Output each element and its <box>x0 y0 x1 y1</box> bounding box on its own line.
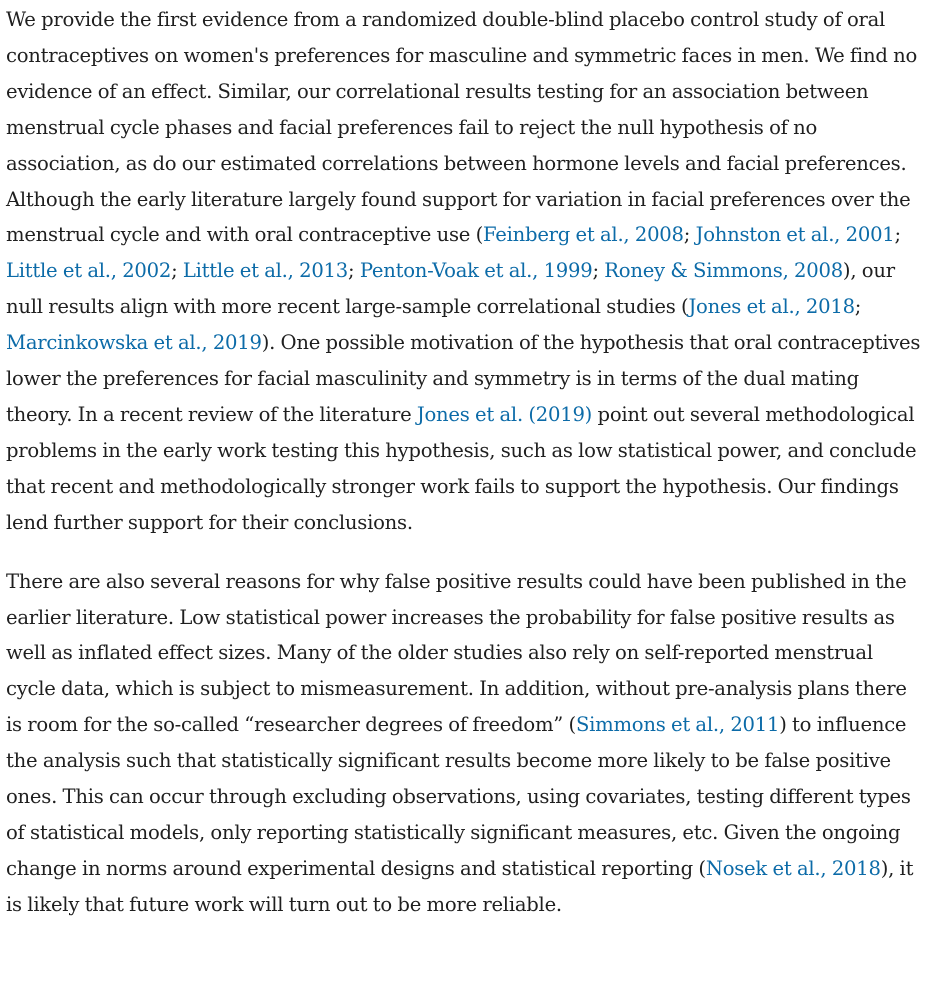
citation-separator: ; <box>347 259 360 283</box>
paragraph-text: ), our null results align with more recent large-sample correlational studies ( <box>6 259 895 319</box>
citation-link-little-2002[interactable]: Little et al., 2002 <box>6 259 172 283</box>
paragraph-text: We provide the first evidence from a randomized double-blind placebo control study of oral contraceptives on women's preferences for masculine and symmetric faces in men. We find no evidence of an effect. Similar, our correlational results testing for an association between menstrual cycle phases and facial preferences fail to reject the null hypothesis of no association, as do our estimated correlations between hormone levels and facial preferences. Although the early literature largely found support for variation in facial preferences over the menstrual cycle and with oral contraceptive use ( <box>6 8 918 247</box>
citation-link-roney-simmons-2008[interactable]: Roney & Simmons, 2008 <box>604 259 843 283</box>
citation-separator: ; <box>854 295 862 319</box>
paragraph-text: ), it is likely that future work will turn out to be more reliable. <box>6 856 914 916</box>
article-body <box>0 2 927 923</box>
paragraph-text: There are also several reasons for why false positive results could have been published in the earlier literature. Low statistical power increases the probability for false positive results as well as inflated effect sizes. Many of the older studies also rely on self-reported menstrual cycle data, which is subject to mismeasurement. In addition, without pre-analysis plans there is room for the so-called “researcher degrees of freedom” ( <box>6 569 907 737</box>
citation-link-feinberg-2008[interactable]: Feinberg et al., 2008 <box>483 223 684 247</box>
citation-separator: ; <box>894 223 901 247</box>
citation-link-jones-2018[interactable]: Jones et al., 2018 <box>688 295 855 319</box>
citation-link-little-2013[interactable]: Little et al., 2013 <box>182 259 348 283</box>
paragraph-discussion-2 <box>6 564 921 923</box>
paragraph-text: ). One possible motivation of the hypothesis that oral contraceptives lower the preferences for facial masculinity and symmetry is in terms of the dual mating theory. In a recent review of the literature <box>6 331 921 426</box>
paragraph-text: ) to influence the analysis such that statistically significant results become more likely to be false positive ones. This can occur through excluding observations, using covariates, testing different types of statistical models, only reporting statistically significant measures, etc. Given the ongoing change in norms around experimental designs and statistical reporting ( <box>6 713 911 880</box>
citation-link-penton-voak-1999[interactable]: Penton-Voak et al., 1999 <box>359 259 593 283</box>
citation-separator: ; <box>592 259 605 283</box>
citation-link-nosek-2018[interactable]: Nosek et al., 2018 <box>705 856 881 880</box>
paragraph-discussion-1 <box>6 2 921 541</box>
citation-link-marcinkowska-2019[interactable]: Marcinkowska et al., 2019 <box>6 331 262 355</box>
citation-link-johnston-2001[interactable]: Johnston et al., 2001 <box>695 223 895 247</box>
citation-separator: ; <box>171 259 183 283</box>
citation-link-simmons-2011[interactable]: Simmons et al., 2011 <box>575 713 780 737</box>
citation-separator: ; <box>683 223 696 247</box>
paragraph-text: point out several methodological problems in the early work testing this hypothesis, such as low statistical power, and conclude that recent and methodologically stronger work fails to support the hypothesis. Our findings lend further support for their conclusions. <box>6 402 917 534</box>
citation-link-jones-2019[interactable]: Jones et al. (2019) <box>416 402 593 426</box>
